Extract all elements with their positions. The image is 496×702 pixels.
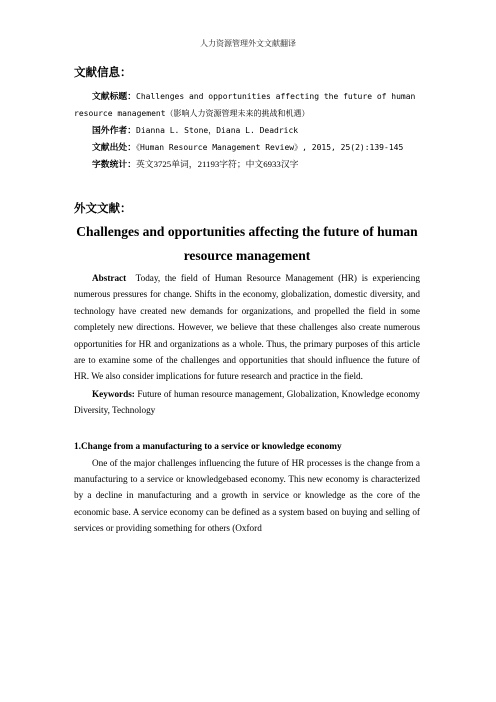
info-source-line	[74, 139, 420, 156]
keywords-paragraph	[74, 386, 420, 419]
foreign-section-heading: 外文文献：	[74, 203, 132, 215]
keywords-text: Future of human resource management, Globalization, Knowledge economy Diversity, Technology	[74, 388, 420, 416]
info-section-heading: 文献信息：	[74, 67, 132, 79]
info-source-value: 《Human Resource Management Review》, 2015, 25(2):139-145	[136, 143, 404, 152]
info-title-value: Challenges and opportunities affecting the future of human resource management（影响人力资源管理未来的挑战和机遇）	[74, 92, 416, 118]
abstract-paragraph	[74, 270, 420, 385]
info-title-line	[74, 88, 420, 122]
info-title-label: 文献标题：	[92, 91, 136, 101]
info-count-label: 字数统计：	[92, 159, 136, 169]
document-title-line1: Challenges and opportunities affecting the future of human	[76, 224, 418, 239]
abstract-text: Today, the field of Human Resource Management (HR) is experiencing numerous pressures for change. Shifts in the economy, globalization, domestic diversity, and technology have created new demands for organizations, and propelled the field in some completely new directions. However, we believe that these challenges also create numerous opportunities for HR and organizations as a whole. Thus, the primary purposes of this article are to examine some of the challenges and opportunities that should influence the future of HR. We also consider implications for future research and practice in the field.	[74, 273, 420, 382]
abstract-label: Abstract	[92, 273, 127, 283]
info-count-value: 英文3725单词，21193字符；中文6933汉字	[136, 159, 299, 169]
info-count-line	[74, 156, 420, 172]
info-authors-value: Dianna L. Stone，Diana L. Deadrick	[136, 126, 299, 135]
document-title-line2: resource management	[183, 248, 311, 263]
running-header: 人力资源管理外文文献翻译	[200, 39, 296, 48]
info-authors-label: 国外作者：	[92, 125, 136, 135]
section1-heading: 1.Change from a manufacturing to a service or knowledge economy	[74, 441, 342, 452]
info-source-label: 文献出处：	[92, 142, 136, 152]
document-content	[74, 66, 420, 537]
keywords-label: Keywords:	[92, 388, 135, 399]
section1-paragraph: One of the major challenges influencing the future of HR processes is the change from a manufacturing to a service or knowledgebased economy. This new economy is characterized by a decline in manufacturing and a growth in service or knowledge as the core of the economic base. A service economy can be defined as a system based on buying and selling of services or providing something for others (Oxford	[74, 457, 420, 534]
info-authors-line	[74, 122, 420, 139]
